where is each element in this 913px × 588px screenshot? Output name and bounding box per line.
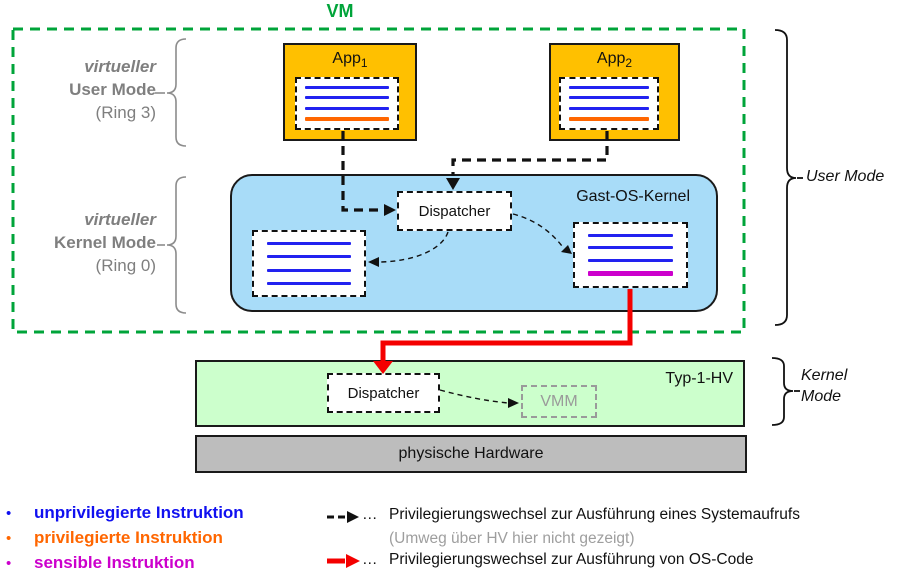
instruction-line-unprivileged	[588, 259, 673, 262]
legend-sensitive-label: sensible Instruktion	[34, 553, 195, 572]
legend-red-arrowhead	[346, 554, 360, 568]
instruction-line-unprivileged	[267, 255, 351, 258]
guest-kernel-code-box-right	[573, 222, 688, 288]
instruction-line-unprivileged	[305, 96, 389, 99]
legend-ellipsis: …	[362, 506, 378, 523]
typ1-hv-box	[195, 360, 745, 427]
instruction-line-unprivileged	[588, 234, 673, 237]
hv-dispatcher-box: Dispatcher	[327, 373, 440, 413]
app1-box	[283, 43, 417, 141]
user-mode-label: User Mode	[806, 168, 885, 185]
legend-syscall-arrow-note: (Umweg über HV hier nicht gezeigt)	[389, 530, 635, 547]
legend-unprivileged-instruction	[4, 503, 244, 523]
legend-ellipsis: …	[362, 551, 378, 568]
app1-title	[285, 45, 415, 70]
guest-dispatcher-box: Dispatcher	[397, 191, 512, 231]
instruction-line-privileged	[569, 117, 649, 121]
app2-title	[551, 45, 678, 70]
right-brace-user	[775, 30, 796, 325]
app1-code-box	[295, 77, 399, 130]
legend-syscall-arrow-text: Privilegierungswechsel zur Ausführung eines Systemaufrufs	[389, 506, 800, 523]
guest-os-kernel-title: Gast-OS-Kernel	[576, 188, 690, 205]
legend-oscode-arrow-text: Privilegierungswechsel zur Ausführung von OS-Code	[389, 551, 754, 568]
instruction-line-unprivileged	[305, 107, 389, 110]
virtual-kernel-mode-label	[30, 208, 156, 277]
app2-name: App	[596, 50, 626, 67]
app2-code-box	[559, 77, 659, 130]
instruction-line-unprivileged	[267, 242, 351, 245]
app2-subscript: 2	[625, 56, 633, 71]
virtual-user-mode-line3: (Ring 3)	[95, 103, 156, 122]
vm-title: VM	[326, 1, 354, 21]
instruction-line-unprivileged	[267, 269, 351, 272]
virtual-kernel-mode-line2: Kernel Mode	[53, 233, 156, 252]
bullet-icon: •	[6, 530, 12, 547]
app2-box	[549, 43, 680, 141]
instruction-line-unprivileged	[267, 282, 351, 285]
instruction-line-sensitive	[588, 271, 673, 276]
instruction-line-unprivileged	[305, 86, 389, 89]
virtual-kernel-mode-line1: virtueller	[84, 210, 156, 229]
virtual-kernel-mode-line3: (Ring 0)	[95, 256, 156, 275]
right-brace-kernel	[772, 358, 793, 425]
virtual-user-mode-line1: virtueller	[84, 57, 156, 76]
legend-sensitive-instruction	[4, 553, 195, 573]
hardware-box: physische Hardware	[195, 435, 747, 473]
typ1-hv-title: Typ-1-HV	[665, 370, 733, 387]
guest-kernel-code-box-left	[252, 230, 366, 297]
left-brace-kernel	[167, 177, 186, 313]
legend-dashed-arrowhead	[347, 511, 359, 523]
instruction-line-privileged	[305, 117, 389, 121]
app1-name: App	[332, 50, 361, 67]
bullet-icon: •	[6, 555, 12, 572]
legend-privileged-instruction	[4, 528, 223, 548]
legend-privileged-label: privilegierte Instruktion	[34, 528, 223, 547]
kernel-mode-line1: Kernel	[801, 367, 848, 384]
app1-subscript: 1	[360, 56, 368, 71]
vmm-box: VMM	[521, 385, 597, 418]
instruction-line-unprivileged	[569, 107, 649, 110]
kernel-mode-line2: Mode	[801, 388, 842, 405]
legend-unprivileged-label: unprivilegierte Instruktion	[34, 503, 244, 522]
left-brace-user	[167, 39, 186, 146]
virtual-user-mode-label	[30, 55, 156, 124]
virtual-user-mode-line2: User Mode	[69, 80, 156, 99]
instruction-line-unprivileged	[569, 96, 649, 99]
instruction-line-unprivileged	[588, 246, 673, 249]
instruction-line-unprivileged	[569, 86, 649, 89]
kernel-mode-label	[801, 365, 847, 407]
bullet-icon: •	[6, 505, 12, 522]
